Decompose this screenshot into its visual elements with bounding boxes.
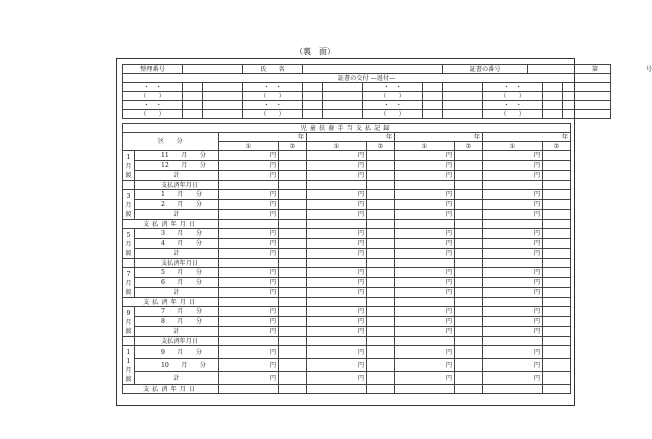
amount-cell-2[interactable] bbox=[279, 298, 307, 307]
total-label: 計 bbox=[135, 372, 219, 385]
amount-cell-2[interactable] bbox=[367, 259, 395, 268]
issue-note-cell[interactable] bbox=[183, 101, 203, 110]
amount-cell-2[interactable] bbox=[543, 249, 571, 259]
amount-cell-2[interactable] bbox=[455, 171, 483, 181]
amount-cell-2[interactable] bbox=[455, 210, 483, 220]
month-label: 9 月 分 bbox=[135, 346, 219, 359]
amount-cell-2[interactable] bbox=[367, 190, 395, 200]
amount-cell-2[interactable] bbox=[367, 249, 395, 259]
delivery-label: 7 月 渡 bbox=[123, 268, 135, 298]
blank-cell bbox=[123, 337, 135, 346]
blank-cell bbox=[123, 181, 135, 190]
amount-cell-2[interactable] bbox=[543, 278, 571, 288]
issue-note-cell[interactable] bbox=[323, 92, 363, 101]
amount-cell-2[interactable] bbox=[367, 268, 395, 278]
issue-note-cell[interactable] bbox=[203, 83, 243, 92]
amount-cell[interactable]: 円 bbox=[395, 317, 455, 327]
amount-cell-2[interactable] bbox=[543, 181, 571, 190]
col-1-header: ① bbox=[307, 142, 367, 151]
amount-cell-2[interactable] bbox=[367, 337, 395, 346]
amount-cell[interactable]: 円 bbox=[219, 190, 279, 200]
amount-cell-2[interactable] bbox=[455, 288, 483, 298]
amount-cell-2[interactable] bbox=[367, 229, 395, 239]
amount-cell[interactable] bbox=[395, 385, 455, 394]
issue-note-cell[interactable] bbox=[323, 83, 363, 92]
amount-cell[interactable] bbox=[219, 181, 279, 190]
amount-cell[interactable]: 円 bbox=[307, 288, 367, 298]
amount-cell[interactable] bbox=[395, 298, 455, 307]
issue-note-cell[interactable] bbox=[423, 92, 443, 101]
amount-cell[interactable] bbox=[219, 298, 279, 307]
delivery-label: 9 月 渡 bbox=[123, 307, 135, 337]
issue-note-cell[interactable] bbox=[423, 83, 443, 92]
amount-cell[interactable]: 円 bbox=[219, 249, 279, 259]
issue-note-cell[interactable] bbox=[443, 92, 483, 101]
amount-cell[interactable]: 円 bbox=[395, 268, 455, 278]
amount-cell[interactable] bbox=[395, 220, 455, 229]
amount-cell-2[interactable] bbox=[279, 337, 307, 346]
amount-cell[interactable]: 円 bbox=[483, 210, 543, 220]
total-label: 計 bbox=[135, 171, 219, 181]
issue-paren-cell[interactable]: （ ） bbox=[363, 110, 423, 119]
month-label: 7 月 分 bbox=[135, 307, 219, 317]
issue-note-cell[interactable] bbox=[543, 110, 563, 119]
amount-cell[interactable] bbox=[483, 385, 543, 394]
amount-cell-2[interactable] bbox=[543, 288, 571, 298]
amount-cell[interactable]: 円 bbox=[483, 327, 543, 337]
blank-cell bbox=[123, 259, 135, 268]
record-title: 児童扶養手当支払記録 bbox=[123, 124, 571, 133]
amount-cell[interactable]: 円 bbox=[483, 317, 543, 327]
issue-note-cell[interactable] bbox=[303, 92, 323, 101]
amount-cell[interactable] bbox=[219, 259, 279, 268]
amount-cell-2[interactable] bbox=[455, 385, 483, 394]
cert-no-field[interactable] bbox=[528, 65, 652, 74]
issue-paren-cell[interactable]: （ ） bbox=[123, 92, 183, 101]
amount-cell-2[interactable] bbox=[279, 171, 307, 181]
amount-cell-2[interactable] bbox=[367, 317, 395, 327]
amount-cell[interactable]: 円 bbox=[395, 161, 455, 171]
amount-cell-2[interactable] bbox=[543, 372, 571, 385]
amount-cell[interactable]: 円 bbox=[307, 317, 367, 327]
paid-date-label: 支払済年月日 bbox=[123, 298, 219, 307]
kubun-header: 区 分 bbox=[123, 133, 219, 151]
amount-cell[interactable]: 円 bbox=[483, 229, 543, 239]
issue-note-cell[interactable] bbox=[443, 101, 483, 110]
amount-cell[interactable]: 円 bbox=[219, 200, 279, 210]
amount-cell-2[interactable] bbox=[543, 327, 571, 337]
amount-cell[interactable]: 円 bbox=[307, 200, 367, 210]
amount-cell[interactable] bbox=[307, 385, 367, 394]
amount-cell-2[interactable] bbox=[367, 220, 395, 229]
payment-record-table bbox=[122, 123, 571, 394]
amount-cell[interactable]: 円 bbox=[483, 268, 543, 278]
page-title: （裏 面） bbox=[295, 47, 335, 56]
year-header[interactable]: 年 bbox=[307, 133, 395, 142]
amount-cell-2[interactable] bbox=[367, 239, 395, 249]
amount-cell-2[interactable] bbox=[455, 278, 483, 288]
amount-cell[interactable]: 円 bbox=[483, 151, 543, 161]
amount-cell-2[interactable] bbox=[455, 346, 483, 359]
amount-cell[interactable]: 円 bbox=[483, 288, 543, 298]
amount-cell[interactable]: 円 bbox=[307, 346, 367, 359]
month-label: 8 月 分 bbox=[135, 317, 219, 327]
amount-cell[interactable] bbox=[483, 220, 543, 229]
amount-cell-2[interactable] bbox=[543, 259, 571, 268]
amount-cell-2[interactable] bbox=[543, 229, 571, 239]
amount-cell[interactable]: 円 bbox=[395, 210, 455, 220]
issue-date-cell[interactable]: ・ ・ bbox=[363, 101, 423, 110]
amount-cell-2[interactable] bbox=[279, 385, 307, 394]
amount-cell-2[interactable] bbox=[279, 151, 307, 161]
amount-cell[interactable] bbox=[395, 337, 455, 346]
issue-note-cell[interactable] bbox=[323, 101, 363, 110]
amount-cell[interactable]: 円 bbox=[483, 200, 543, 210]
issue-date-cell[interactable]: ・ ・ bbox=[483, 101, 543, 110]
amount-cell[interactable]: 円 bbox=[395, 229, 455, 239]
amount-cell-2[interactable] bbox=[543, 346, 571, 359]
amount-cell[interactable]: 円 bbox=[483, 249, 543, 259]
amount-cell-2[interactable] bbox=[455, 337, 483, 346]
amount-cell-2[interactable] bbox=[279, 372, 307, 385]
amount-cell[interactable]: 円 bbox=[395, 327, 455, 337]
amount-cell[interactable]: 円 bbox=[395, 288, 455, 298]
amount-cell-2[interactable] bbox=[455, 317, 483, 327]
issue-date-cell[interactable]: ・ ・ bbox=[363, 83, 423, 92]
issue-paren-cell[interactable]: （ ） bbox=[363, 92, 423, 101]
amount-cell[interactable]: 円 bbox=[307, 171, 367, 181]
amount-cell[interactable]: 円 bbox=[483, 307, 543, 317]
amount-cell-2[interactable] bbox=[367, 327, 395, 337]
amount-cell[interactable]: 円 bbox=[219, 171, 279, 181]
month-label: 3 月 分 bbox=[135, 229, 219, 239]
cert-no-label: 証書の番号 bbox=[443, 65, 528, 74]
amount-cell-2[interactable] bbox=[367, 288, 395, 298]
amount-cell[interactable]: 円 bbox=[395, 190, 455, 200]
amount-cell-2[interactable] bbox=[367, 278, 395, 288]
amount-cell-2[interactable] bbox=[543, 385, 571, 394]
paid-date-label: 支払済年月日 bbox=[135, 181, 219, 190]
amount-cell[interactable]: 円 bbox=[395, 151, 455, 161]
amount-cell[interactable]: 円 bbox=[307, 229, 367, 239]
amount-cell[interactable]: 円 bbox=[483, 346, 543, 359]
amount-cell[interactable]: 円 bbox=[219, 151, 279, 161]
amount-cell-2[interactable] bbox=[543, 190, 571, 200]
issue-date-cell[interactable]: ・ ・ bbox=[123, 83, 183, 92]
amount-cell[interactable] bbox=[483, 337, 543, 346]
amount-cell[interactable]: 円 bbox=[395, 171, 455, 181]
issue-note-cell[interactable] bbox=[443, 83, 483, 92]
amount-cell[interactable] bbox=[483, 181, 543, 190]
issue-heading: 証書の交付 —返付— bbox=[123, 74, 611, 83]
amount-cell[interactable] bbox=[219, 385, 279, 394]
amount-cell[interactable]: 円 bbox=[219, 372, 279, 385]
amount-cell-2[interactable] bbox=[543, 161, 571, 171]
delivery-label: 5 月 渡 bbox=[123, 229, 135, 259]
amount-cell-2[interactable] bbox=[367, 181, 395, 190]
delivery-label: 1 1 月 渡 bbox=[123, 346, 135, 385]
amount-cell-2[interactable] bbox=[279, 327, 307, 337]
amount-cell-2[interactable] bbox=[455, 161, 483, 171]
amount-cell-2[interactable] bbox=[279, 229, 307, 239]
amount-cell[interactable]: 円 bbox=[219, 288, 279, 298]
amount-cell-2[interactable] bbox=[367, 171, 395, 181]
month-label: 4 月 分 bbox=[135, 239, 219, 249]
amount-cell-2[interactable] bbox=[543, 307, 571, 317]
amount-cell-2[interactable] bbox=[543, 151, 571, 161]
col-1-header: ① bbox=[483, 142, 543, 151]
amount-cell-2[interactable] bbox=[367, 346, 395, 359]
total-label: 計 bbox=[135, 210, 219, 220]
amount-cell-2[interactable] bbox=[279, 307, 307, 317]
amount-cell[interactable]: 円 bbox=[307, 249, 367, 259]
amount-cell[interactable]: 円 bbox=[483, 359, 543, 372]
col-2-header: ② bbox=[543, 142, 571, 151]
issue-date-cell[interactable]: ・ ・ bbox=[243, 83, 303, 92]
paid-date-label: 支払済年月日 bbox=[135, 337, 219, 346]
amount-cell[interactable]: 円 bbox=[395, 200, 455, 210]
delivery-label: 3 月 渡 bbox=[123, 190, 135, 220]
amount-cell-2[interactable] bbox=[367, 298, 395, 307]
amount-cell-2[interactable] bbox=[279, 190, 307, 200]
issue-note-cell[interactable] bbox=[543, 101, 563, 110]
amount-cell-2[interactable] bbox=[279, 359, 307, 372]
issue-note-cell[interactable] bbox=[543, 92, 563, 101]
amount-cell[interactable]: 円 bbox=[307, 151, 367, 161]
month-label: 10 月 分 bbox=[135, 359, 219, 372]
amount-cell-2[interactable] bbox=[543, 171, 571, 181]
amount-cell[interactable]: 円 bbox=[307, 359, 367, 372]
amount-cell-2[interactable] bbox=[543, 239, 571, 249]
seiri-label: 整理番号 bbox=[123, 65, 183, 74]
amount-cell[interactable] bbox=[307, 259, 367, 268]
paid-date-label: 支払済年月日 bbox=[135, 259, 219, 268]
month-label: 11 月 分 bbox=[135, 151, 219, 161]
amount-cell[interactable]: 円 bbox=[219, 239, 279, 249]
amount-cell-2[interactable] bbox=[279, 249, 307, 259]
amount-cell[interactable]: 円 bbox=[219, 307, 279, 317]
paid-date-label: 支払済年月日 bbox=[123, 220, 219, 229]
amount-cell-2[interactable] bbox=[543, 337, 571, 346]
amount-cell[interactable]: 円 bbox=[307, 268, 367, 278]
amount-cell[interactable] bbox=[307, 298, 367, 307]
amount-cell[interactable]: 円 bbox=[395, 346, 455, 359]
issue-note-cell[interactable] bbox=[563, 110, 611, 119]
issue-date-cell[interactable]: ・ ・ bbox=[483, 83, 543, 92]
amount-cell[interactable]: 円 bbox=[219, 161, 279, 171]
amount-cell[interactable]: 円 bbox=[395, 278, 455, 288]
amount-cell[interactable]: 円 bbox=[483, 190, 543, 200]
month-label: 1 月 分 bbox=[135, 190, 219, 200]
col-2-header: ② bbox=[279, 142, 307, 151]
amount-cell[interactable]: 円 bbox=[483, 171, 543, 181]
issue-note-cell[interactable] bbox=[563, 83, 611, 92]
total-label: 計 bbox=[135, 249, 219, 259]
year-header[interactable]: 年 bbox=[395, 133, 483, 142]
amount-cell[interactable]: 円 bbox=[307, 190, 367, 200]
issue-note-cell[interactable] bbox=[303, 83, 323, 92]
issue-date-cell[interactable]: ・ ・ bbox=[243, 101, 303, 110]
amount-cell-2[interactable] bbox=[279, 278, 307, 288]
amount-cell[interactable] bbox=[395, 181, 455, 190]
amount-cell[interactable]: 円 bbox=[395, 359, 455, 372]
amount-cell[interactable]: 円 bbox=[307, 278, 367, 288]
amount-cell[interactable]: 円 bbox=[219, 359, 279, 372]
amount-cell[interactable] bbox=[483, 259, 543, 268]
month-label: 2 月 分 bbox=[135, 200, 219, 210]
delivery-label: 1 月 渡 bbox=[123, 151, 135, 181]
amount-cell-2[interactable] bbox=[455, 359, 483, 372]
amount-cell-2[interactable] bbox=[279, 268, 307, 278]
amount-cell-2[interactable] bbox=[455, 181, 483, 190]
amount-cell[interactable]: 円 bbox=[307, 161, 367, 171]
amount-cell[interactable] bbox=[307, 181, 367, 190]
amount-cell-2[interactable] bbox=[279, 161, 307, 171]
amount-cell-2[interactable] bbox=[543, 298, 571, 307]
year-header[interactable]: 年 bbox=[483, 133, 571, 142]
amount-cell-2[interactable] bbox=[367, 385, 395, 394]
amount-cell[interactable]: 円 bbox=[483, 239, 543, 249]
seiri-field[interactable] bbox=[183, 65, 243, 74]
issue-note-cell[interactable] bbox=[183, 92, 203, 101]
amount-cell[interactable]: 円 bbox=[307, 307, 367, 317]
amount-cell[interactable]: 円 bbox=[395, 307, 455, 317]
amount-cell[interactable]: 円 bbox=[307, 239, 367, 249]
col-1-header: ① bbox=[395, 142, 455, 151]
col-1-header: ① bbox=[219, 142, 279, 151]
issue-note-cell[interactable] bbox=[303, 101, 323, 110]
amount-cell[interactable]: 円 bbox=[483, 372, 543, 385]
issue-note-cell[interactable] bbox=[183, 110, 203, 119]
issue-note-cell[interactable] bbox=[203, 101, 243, 110]
issue-note-cell[interactable] bbox=[543, 83, 563, 92]
amount-cell-2[interactable] bbox=[279, 239, 307, 249]
amount-cell[interactable] bbox=[219, 220, 279, 229]
amount-cell-2[interactable] bbox=[367, 372, 395, 385]
issue-note-cell[interactable] bbox=[323, 110, 363, 119]
amount-cell-2[interactable] bbox=[279, 317, 307, 327]
amount-cell-2[interactable] bbox=[279, 181, 307, 190]
amount-cell[interactable] bbox=[307, 220, 367, 229]
amount-cell[interactable] bbox=[219, 337, 279, 346]
name-field[interactable] bbox=[303, 65, 443, 74]
amount-cell-2[interactable] bbox=[279, 346, 307, 359]
amount-cell-2[interactable] bbox=[455, 151, 483, 161]
month-label: 5 月 分 bbox=[135, 268, 219, 278]
amount-cell[interactable] bbox=[483, 298, 543, 307]
amount-cell-2[interactable] bbox=[367, 151, 395, 161]
issue-note-cell[interactable] bbox=[303, 110, 323, 119]
amount-cell-2[interactable] bbox=[543, 268, 571, 278]
amount-cell[interactable]: 円 bbox=[307, 210, 367, 220]
amount-cell-2[interactable] bbox=[367, 307, 395, 317]
issue-paren-cell[interactable]: （ ） bbox=[243, 110, 303, 119]
issue-note-cell[interactable] bbox=[203, 110, 243, 119]
amount-cell-2[interactable] bbox=[455, 249, 483, 259]
amount-cell-2[interactable] bbox=[455, 239, 483, 249]
amount-cell[interactable]: 円 bbox=[219, 229, 279, 239]
amount-cell[interactable] bbox=[395, 259, 455, 268]
amount-cell-2[interactable] bbox=[455, 327, 483, 337]
col-2-header: ② bbox=[455, 142, 483, 151]
header-table bbox=[122, 64, 652, 119]
issue-note-cell[interactable] bbox=[443, 110, 483, 119]
amount-cell[interactable]: 円 bbox=[395, 249, 455, 259]
paid-date-label: 支払済年月日 bbox=[123, 385, 219, 394]
amount-cell[interactable]: 円 bbox=[307, 327, 367, 337]
amount-cell[interactable]: 円 bbox=[395, 372, 455, 385]
name-label: 氏 名 bbox=[243, 65, 303, 74]
issue-date-cell[interactable]: ・ ・ bbox=[123, 101, 183, 110]
amount-cell[interactable]: 円 bbox=[219, 317, 279, 327]
issue-note-cell[interactable] bbox=[183, 83, 203, 92]
amount-cell[interactable]: 円 bbox=[483, 161, 543, 171]
issue-note-cell[interactable] bbox=[563, 101, 611, 110]
dai-label: 第 bbox=[591, 65, 599, 73]
month-label: 6 月 分 bbox=[135, 278, 219, 288]
amount-cell[interactable]: 円 bbox=[307, 372, 367, 385]
amount-cell-2[interactable] bbox=[367, 161, 395, 171]
amount-cell-2[interactable] bbox=[279, 288, 307, 298]
amount-cell[interactable]: 円 bbox=[219, 346, 279, 359]
total-label: 計 bbox=[135, 288, 219, 298]
amount-cell-2[interactable] bbox=[543, 200, 571, 210]
amount-cell[interactable]: 円 bbox=[219, 278, 279, 288]
amount-cell-2[interactable] bbox=[543, 317, 571, 327]
amount-cell-2[interactable] bbox=[279, 259, 307, 268]
amount-cell-2[interactable] bbox=[367, 210, 395, 220]
amount-cell-2[interactable] bbox=[455, 307, 483, 317]
amount-cell[interactable]: 円 bbox=[219, 268, 279, 278]
issue-note-cell[interactable] bbox=[423, 101, 443, 110]
amount-cell[interactable]: 円 bbox=[483, 278, 543, 288]
total-label: 計 bbox=[135, 327, 219, 337]
issue-note-cell[interactable] bbox=[423, 110, 443, 119]
amount-cell-2[interactable] bbox=[543, 220, 571, 229]
amount-cell-2[interactable] bbox=[455, 372, 483, 385]
amount-cell[interactable] bbox=[307, 337, 367, 346]
amount-cell-2[interactable] bbox=[455, 298, 483, 307]
amount-cell-2[interactable] bbox=[455, 190, 483, 200]
amount-cell[interactable]: 円 bbox=[219, 327, 279, 337]
col-2-header: ② bbox=[367, 142, 395, 151]
month-label: 12 月 分 bbox=[135, 161, 219, 171]
issue-paren-cell[interactable]: （ ） bbox=[243, 92, 303, 101]
amount-cell-2[interactable] bbox=[279, 210, 307, 220]
amount-cell-2[interactable] bbox=[455, 268, 483, 278]
amount-cell[interactable]: 円 bbox=[219, 210, 279, 220]
amount-cell-2[interactable] bbox=[543, 210, 571, 220]
amount-cell-2[interactable] bbox=[367, 200, 395, 210]
amount-cell-2[interactable] bbox=[455, 200, 483, 210]
amount-cell-2[interactable] bbox=[455, 220, 483, 229]
year-header[interactable]: 年 bbox=[219, 133, 307, 142]
amount-cell-2[interactable] bbox=[367, 359, 395, 372]
issue-note-cell[interactable] bbox=[203, 92, 243, 101]
go-label: 号 bbox=[645, 65, 652, 73]
issue-paren-cell[interactable]: （ ） bbox=[483, 92, 543, 101]
amount-cell-2[interactable] bbox=[455, 229, 483, 239]
amount-cell[interactable]: 円 bbox=[395, 239, 455, 249]
issue-paren-cell[interactable]: （ ） bbox=[483, 110, 543, 119]
amount-cell-2[interactable] bbox=[455, 259, 483, 268]
issue-note-cell[interactable] bbox=[563, 92, 611, 101]
amount-cell-2[interactable] bbox=[279, 200, 307, 210]
issue-paren-cell[interactable]: （ ） bbox=[123, 110, 183, 119]
amount-cell-2[interactable] bbox=[543, 359, 571, 372]
amount-cell-2[interactable] bbox=[279, 220, 307, 229]
